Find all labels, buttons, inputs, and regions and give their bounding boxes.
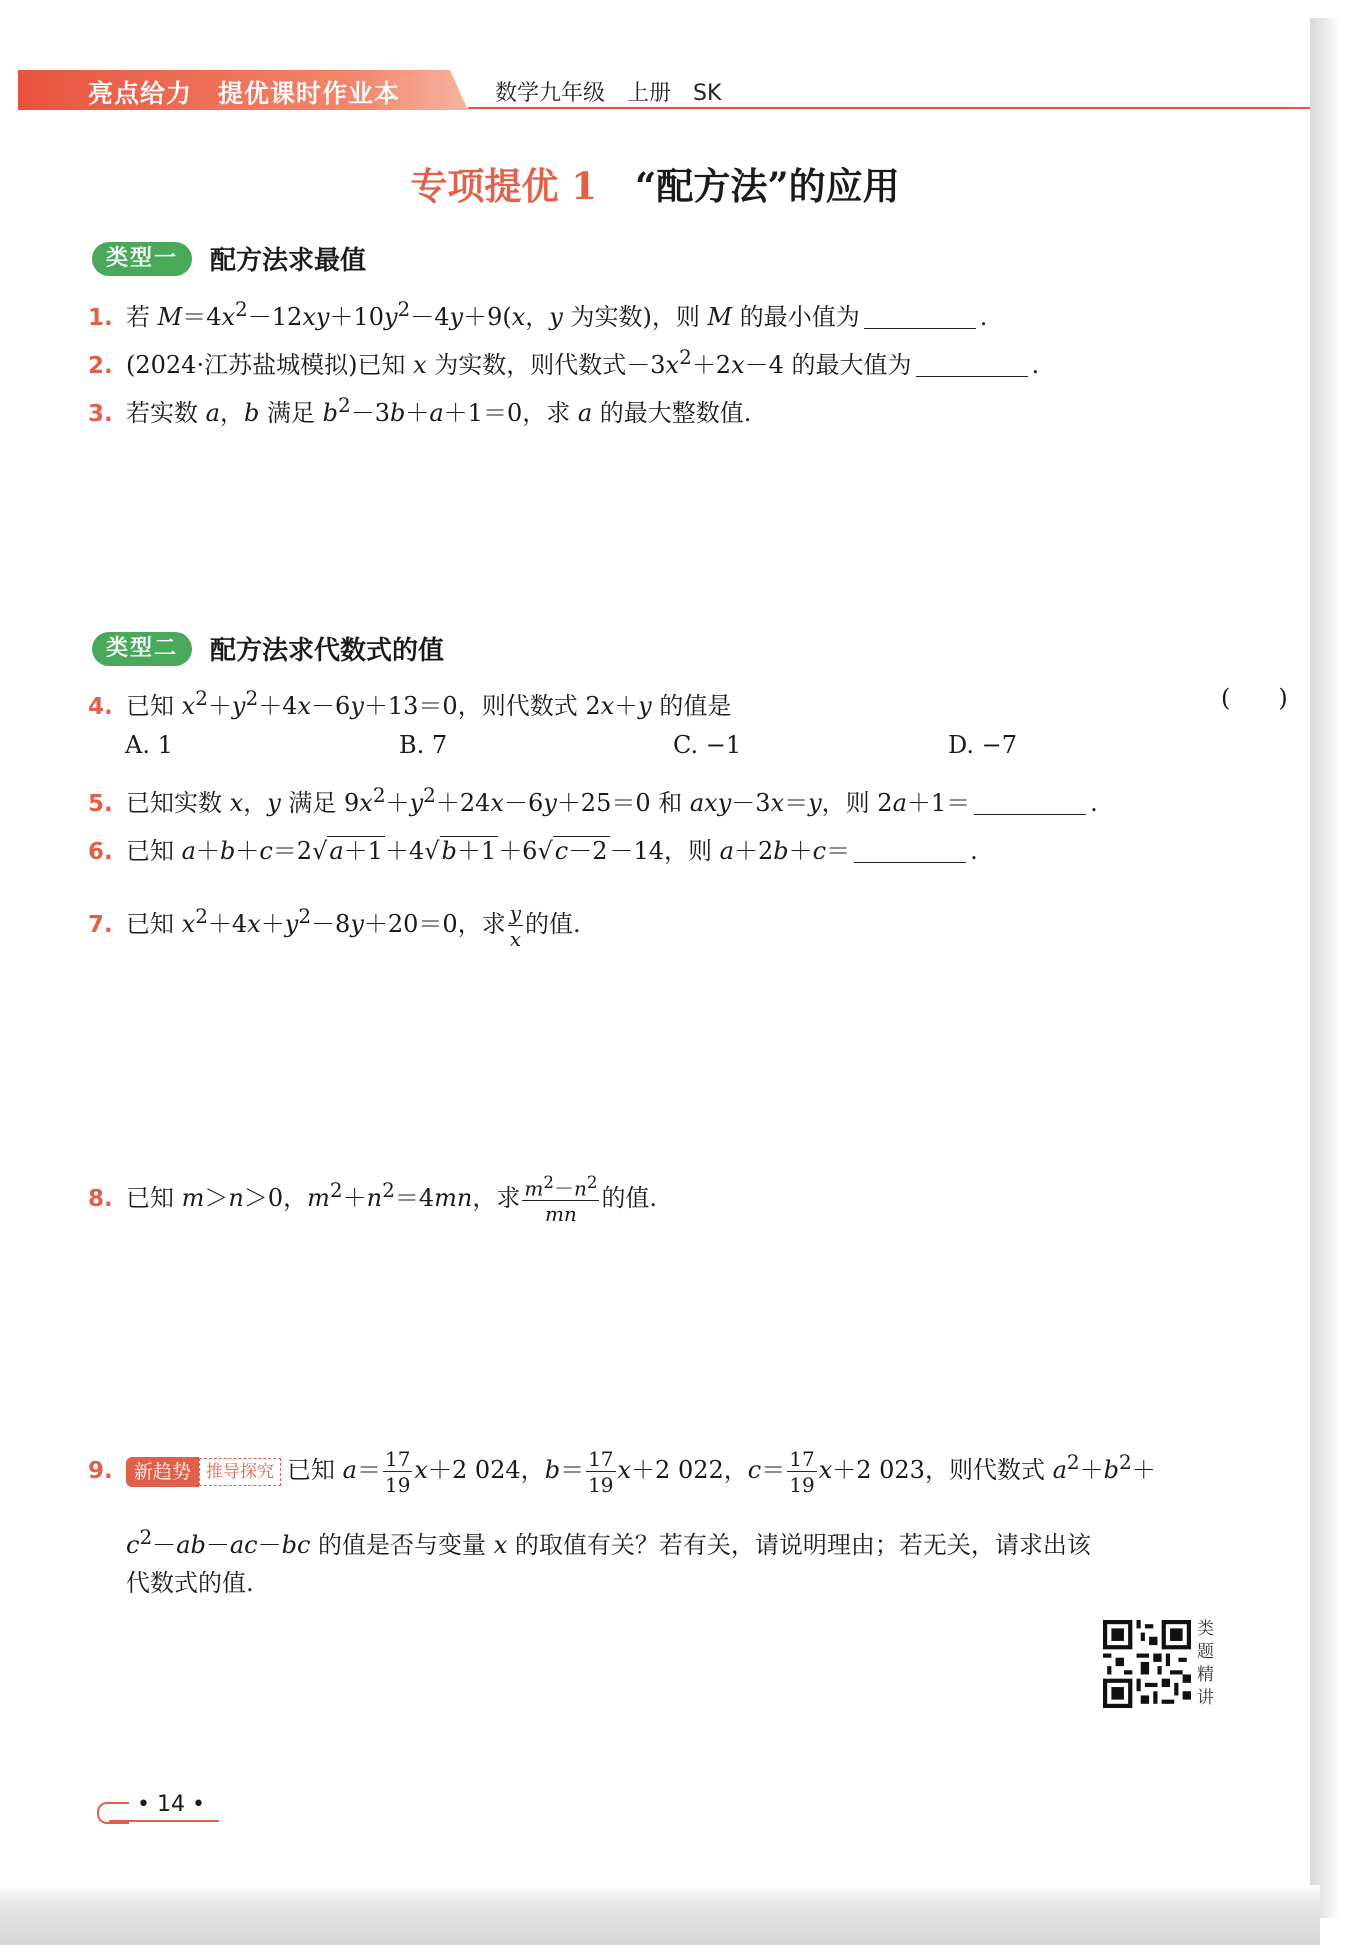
page-number	[97, 1790, 222, 1826]
question-8: 8. 已知 m＞n＞0，$m^2+n^2=4mn$，求 $\frac{m^2-n^2}{mn}$ 的值.	[88, 1172, 658, 1227]
question-number: 2.	[88, 353, 113, 379]
page-title	[0, 156, 1310, 210]
header-subject: 数学九年级 上册 SK	[495, 81, 722, 106]
section-title: 配方法求最值	[210, 246, 367, 276]
qr-label: 类题精讲	[1197, 1619, 1214, 1708]
qr-code-icon[interactable]	[1103, 1620, 1191, 1708]
question-source: (2024·江苏盐城模拟)	[126, 351, 358, 379]
question-number: 3.	[88, 401, 113, 427]
page-number-rule	[109, 1820, 219, 1822]
answer-blank[interactable]	[854, 838, 966, 863]
answer-blank[interactable]	[864, 304, 976, 329]
question-5: 5. 已知实数 x，y 满足 $9x^2+y^2+24x-6y+25=0$ 和 axy－3x＝y，则 2a＋1＝ .	[88, 775, 1098, 824]
question-3: 3. 若实数 a，b 满足 $b^2-3b+a+1=0$，求 a 的最大整数值.	[88, 385, 751, 434]
brand-left: 亮点给力	[88, 79, 193, 108]
option-d[interactable]: D. −7	[948, 731, 1018, 759]
question-1: 1. 若 $M=4x^2-12xy+10y^2-4y+9(x$，y 为实数)，则 M 的最小值为 .	[88, 289, 987, 338]
header-rule	[468, 107, 1310, 109]
question-9-line-2: $c^2-ab-ac-bc$ 的值是否与变量 x 的取值有关？若有关，请说明理由；若无关，请求出该	[126, 1525, 1091, 1559]
page-bottom-edge	[0, 1885, 1320, 1945]
section-title: 配方法求代数式的值	[210, 636, 445, 666]
question-number: 4.	[88, 694, 113, 720]
question-number: 1.	[88, 305, 113, 331]
question-number: 9.	[88, 1458, 113, 1484]
question-4: 4. 已知 $x^2+y^2+4x-6y+13=0$，则代数式 2x＋y 的值是 ( )	[88, 678, 1228, 727]
header-brand	[88, 74, 400, 110]
option-b[interactable]: B. 7	[399, 731, 448, 759]
question-number: 8.	[88, 1186, 113, 1212]
option-c[interactable]: C. −1	[673, 731, 742, 759]
question-number: 7.	[88, 912, 113, 938]
page-number-text: • 14 •	[137, 1792, 205, 1817]
answer-blank[interactable]	[916, 352, 1028, 377]
question-number: 6.	[88, 839, 113, 865]
title-name: “配方法”的应用	[635, 164, 900, 208]
question-number: 5.	[88, 791, 113, 817]
page-header	[18, 70, 1310, 110]
question-2: 2. (2024·江苏盐城模拟)已知 x 为实数，则代数式$-3x^2+2x-4$ 的最大值为 .	[88, 337, 1039, 386]
section-badge: 类型一	[92, 242, 192, 276]
trend-tag: 新趋势	[126, 1457, 199, 1487]
question-7: 7. 已知 $x^2+4x+y^2-8y+20=0$，求 $\frac{y}{x}$ 的值.	[88, 900, 581, 951]
answer-parentheses[interactable]: ( )	[1221, 684, 1288, 712]
section-type-1	[92, 240, 366, 280]
answer-blank[interactable]	[974, 790, 1086, 815]
question-9-line-3: 代数式的值.	[126, 1569, 254, 1597]
section-type-2	[92, 630, 444, 670]
question-6: 6. 已知 a＋b＋c＝2√a＋1＋4√b＋1＋6√c－2－14，则 a＋2b＋c＝ .	[88, 831, 978, 872]
question-9: 9. 新趋势 推导探究 已知 a＝ $\frac{17}{19}$ x＋2 024，b＝ $\frac{17}{19}$ x＋2 022，c＝ $\frac{17}{19}$ x＋2 023，则代数式 $a^2+b^2+$	[88, 1446, 1156, 1497]
brand-right: 提优课时作业本	[218, 79, 401, 108]
page-edge-shadow	[1310, 18, 1340, 1918]
section-badge: 类型二	[92, 632, 192, 666]
explore-tag: 推导探究	[199, 1458, 281, 1486]
option-a[interactable]: A. 1	[125, 731, 173, 759]
title-number: 专项提优 1	[410, 164, 598, 208]
